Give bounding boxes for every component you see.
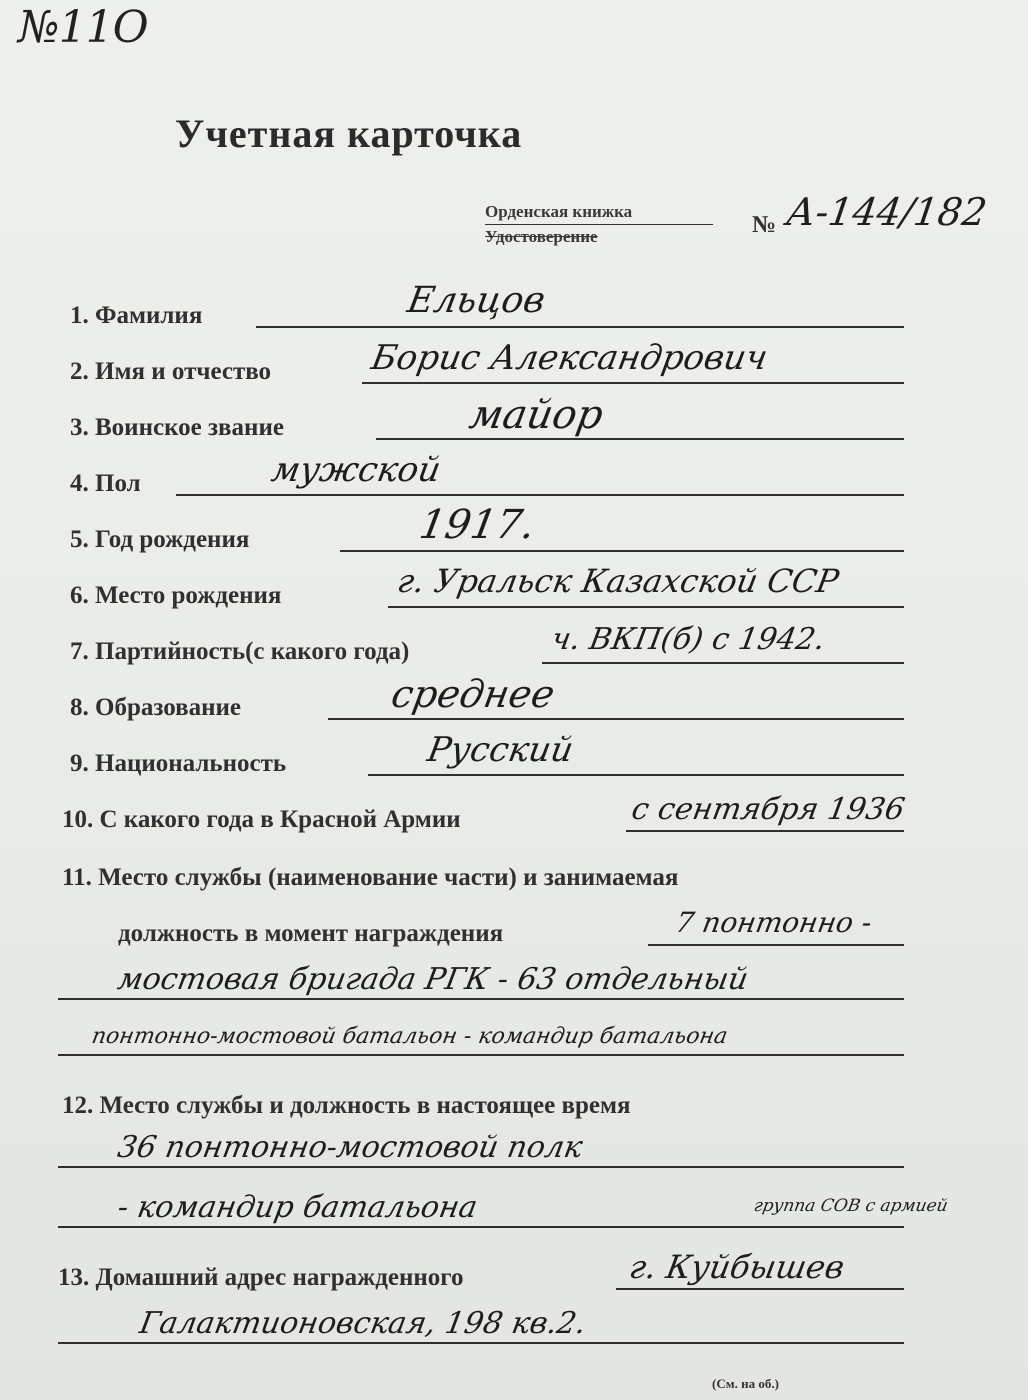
field-value-sex: мужской (268, 450, 444, 490)
document-type-option-2: Удостоверение (485, 227, 598, 246)
field-line (340, 550, 904, 552)
field-line (626, 830, 904, 832)
field-value-current-service-1: 36 понтонно-мостовой полк (114, 1130, 586, 1165)
field-label-home-address: 13. Домашний адрес награжденного (58, 1264, 464, 1291)
field-value-service-place-1: 7 понтонно - (673, 906, 875, 939)
see-reverse-note: (См. на об.) (712, 1376, 779, 1391)
document-number-label: № (752, 212, 777, 238)
document-number: А-144/182 (783, 190, 990, 234)
archive-mark: №11О (18, 2, 148, 53)
field-label-service-place-cont: должность в момент награждения (118, 920, 504, 947)
field-value-name: Борис Александрович (368, 338, 771, 378)
field-label-army-since: 10. С какого года в Красной Армии (62, 806, 461, 833)
field-label-name: 2. Имя и отчество (70, 358, 272, 385)
field-label-birthplace: 6. Место рождения (70, 582, 282, 609)
field-line (362, 382, 904, 384)
field-label-party: 7. Партийность(с какого года) (70, 638, 410, 665)
field-value-birthplace: г. Уральск Казахской ССР (394, 562, 842, 600)
field-label-rank: 3. Воинское звание (70, 414, 284, 441)
field-value-nationality: Русский (424, 730, 577, 770)
field-value-education: среднее (388, 672, 559, 716)
field-value-party: ч. ВКП(б) с 1942. (548, 622, 828, 657)
field-line (58, 1342, 904, 1344)
field-line (256, 326, 904, 328)
field-line (58, 1226, 904, 1228)
field-line (328, 718, 904, 720)
field-line (388, 606, 904, 608)
field-value-service-place-3: понтонно-мостовой батальон - командир батальона (89, 1024, 730, 1049)
field-line (648, 944, 904, 946)
field-label-birth-year: 5. Год рождения (70, 526, 250, 553)
field-label-education: 8. Образование (70, 694, 242, 721)
field-line (58, 998, 904, 1000)
field-value-home-address-2: Галактионовская, 198 кв.2. (136, 1306, 589, 1341)
field-label-current-service: 12. Место службы и должность в настоящее время (62, 1092, 631, 1119)
field-value-surname: Ельцов (404, 280, 549, 321)
field-line (616, 1288, 904, 1290)
field-line (176, 494, 904, 496)
field-value-service-place-2: мостовая бригада РГК - 63 отдельный (114, 962, 751, 997)
field-line (58, 1054, 904, 1056)
field-value-rank: майор (465, 392, 607, 438)
field-label-service-place: 11. Место службы (наименование части) и занимаемая (62, 864, 679, 891)
field-line (542, 662, 904, 664)
field-value-current-service-2: - командир батальона (114, 1190, 481, 1225)
field-value-home-address-1: г. Куйбышев (626, 1248, 848, 1286)
document-type (485, 200, 713, 249)
field-label-nationality: 9. Национальность (70, 750, 287, 777)
field-value-army-since: с сентября 1936 (628, 792, 908, 827)
field-line (58, 1166, 904, 1168)
card-title: Учетная карточка (175, 111, 523, 156)
field-value-birth-year: 1917. (415, 502, 539, 548)
field-value-current-service-note: группа СОВ с армией (752, 1196, 950, 1216)
field-line (376, 438, 904, 440)
document-type-option-1: Орденская книжка (485, 200, 713, 225)
field-line (368, 774, 904, 776)
field-label-sex: 4. Пол (70, 470, 141, 497)
field-label-surname: 1. Фамилия (70, 302, 203, 329)
